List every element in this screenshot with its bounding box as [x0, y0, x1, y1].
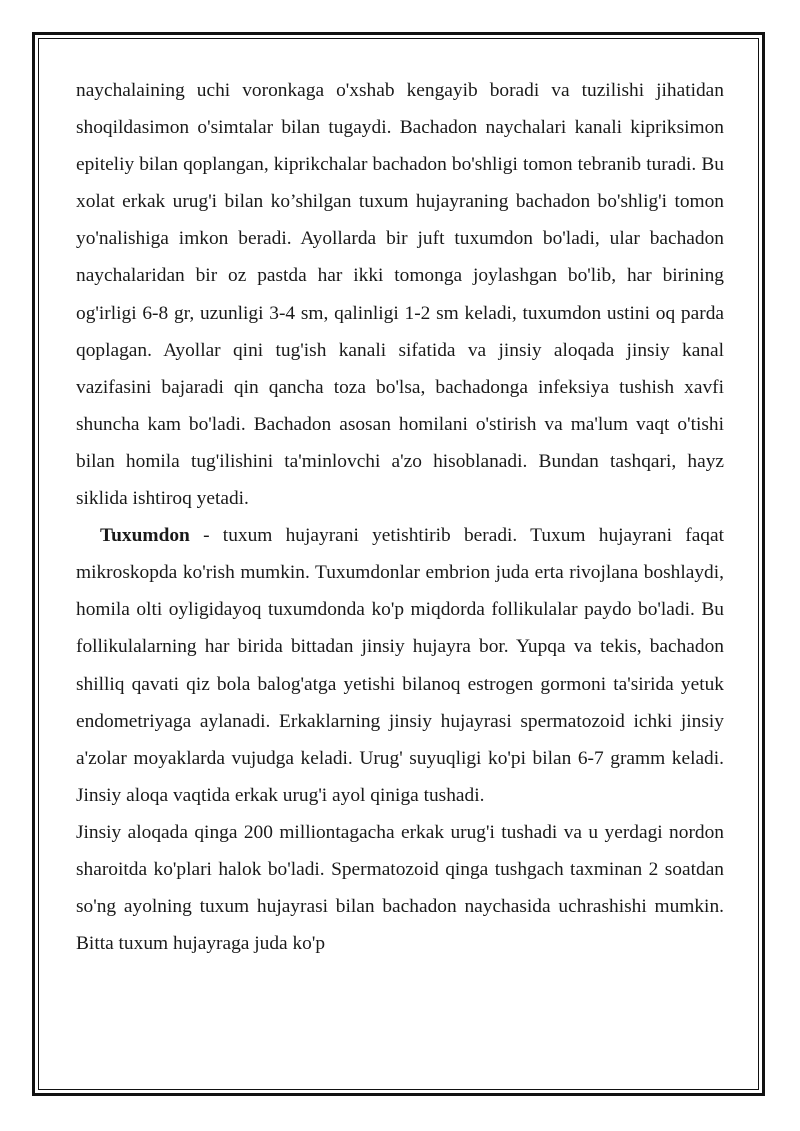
paragraph-1: naychalaining uchi voronkaga o'xshab kengayib boradi va tuzilishi jihatidan shoqildasimon o'simtalar bilan tugaydi. Bachadon naychalari kanali kipriksimon epiteliy bilan qoplangan, kiprikchalar bachadon bo'shligi tomon tebranib turadi. Bu xolat erkak urug'i bilan ko’shilgan tuxum hujayraning bachadon bo'shlig'i tomon yo'nalishiga imkon beradi. Ayollarda bir juft tuxumdon bo'ladi, ular bachadon naychalaridan bir oz pastda har ikki tomonga joylashgan bo'lib, har birining og'irligi 6-8 gr, uzunligi 3-4 sm, qalinligi 1-2 sm keladi, tuxumdon ustini oq parda qoplagan. Ayollar qini tug'ish kanali sifatida va jinsiy aloqada jinsiy kanal vazifasini bajaradi qin qancha toza bo'lsa, bachadonga infeksiya tushish xavfi shuncha kam bo'ladi. Bachadon asosan homilani o'stirish va ma'lum vaqt o'tishi bilan homila tug'ilishini ta'minlovchi a'zo hisoblanadi. Bundan tashqari, hayz siklida ishtiroq yetadi. — [76, 80, 724, 510]
paragraph-3: Jinsiy aloqada qinga 200 milliontagacha erkak urug'i tushadi va u yerdagi nordon sharoitda ko'plari halok bo'ladi. Spermatozoid qinga tushgach taxminan 2 soatdan so'ng ayolning tuxum hujayrasi bilan bachadon naychasida uchrashishi mumkin. Bitta tuxum hujayraga juda ko'p — [76, 821, 724, 955]
paragraph-2 — [76, 517, 724, 814]
document-body — [76, 72, 724, 962]
term-tuxumdon: Tuxumdon — [100, 525, 190, 547]
paragraph-2-text: - tuxum hujayrani yetishtirib beradi. Tuxum hujayrani faqat mikroskopda ko'rish mumkin. Tuxumdonlar embrion juda erta rivojlana boshlaydi, homila olti oyligidayoq tuxumdonda ko'p miqdorda follikulalar paydo bo'ladi. Bu follikulalarning har birida bittadan jinsiy hujayra bor. Yupqa va tekis, bachadon shilliq qavati qiz bola balog'atga yetishi bilanoq estrogen gormoni ta'sirida yetuk endometriyaga aylanadi. Erkaklarning jinsiy hujayrasi spermatozoid ichki jinsiy a'zolar moyaklarda vujudga keladi. Urug' suyuqligi ko'pi bilan 6-7 gramm keladi. Jinsiy aloqa vaqtida erkak urug'i ayol qiniga tushadi. — [76, 525, 724, 806]
